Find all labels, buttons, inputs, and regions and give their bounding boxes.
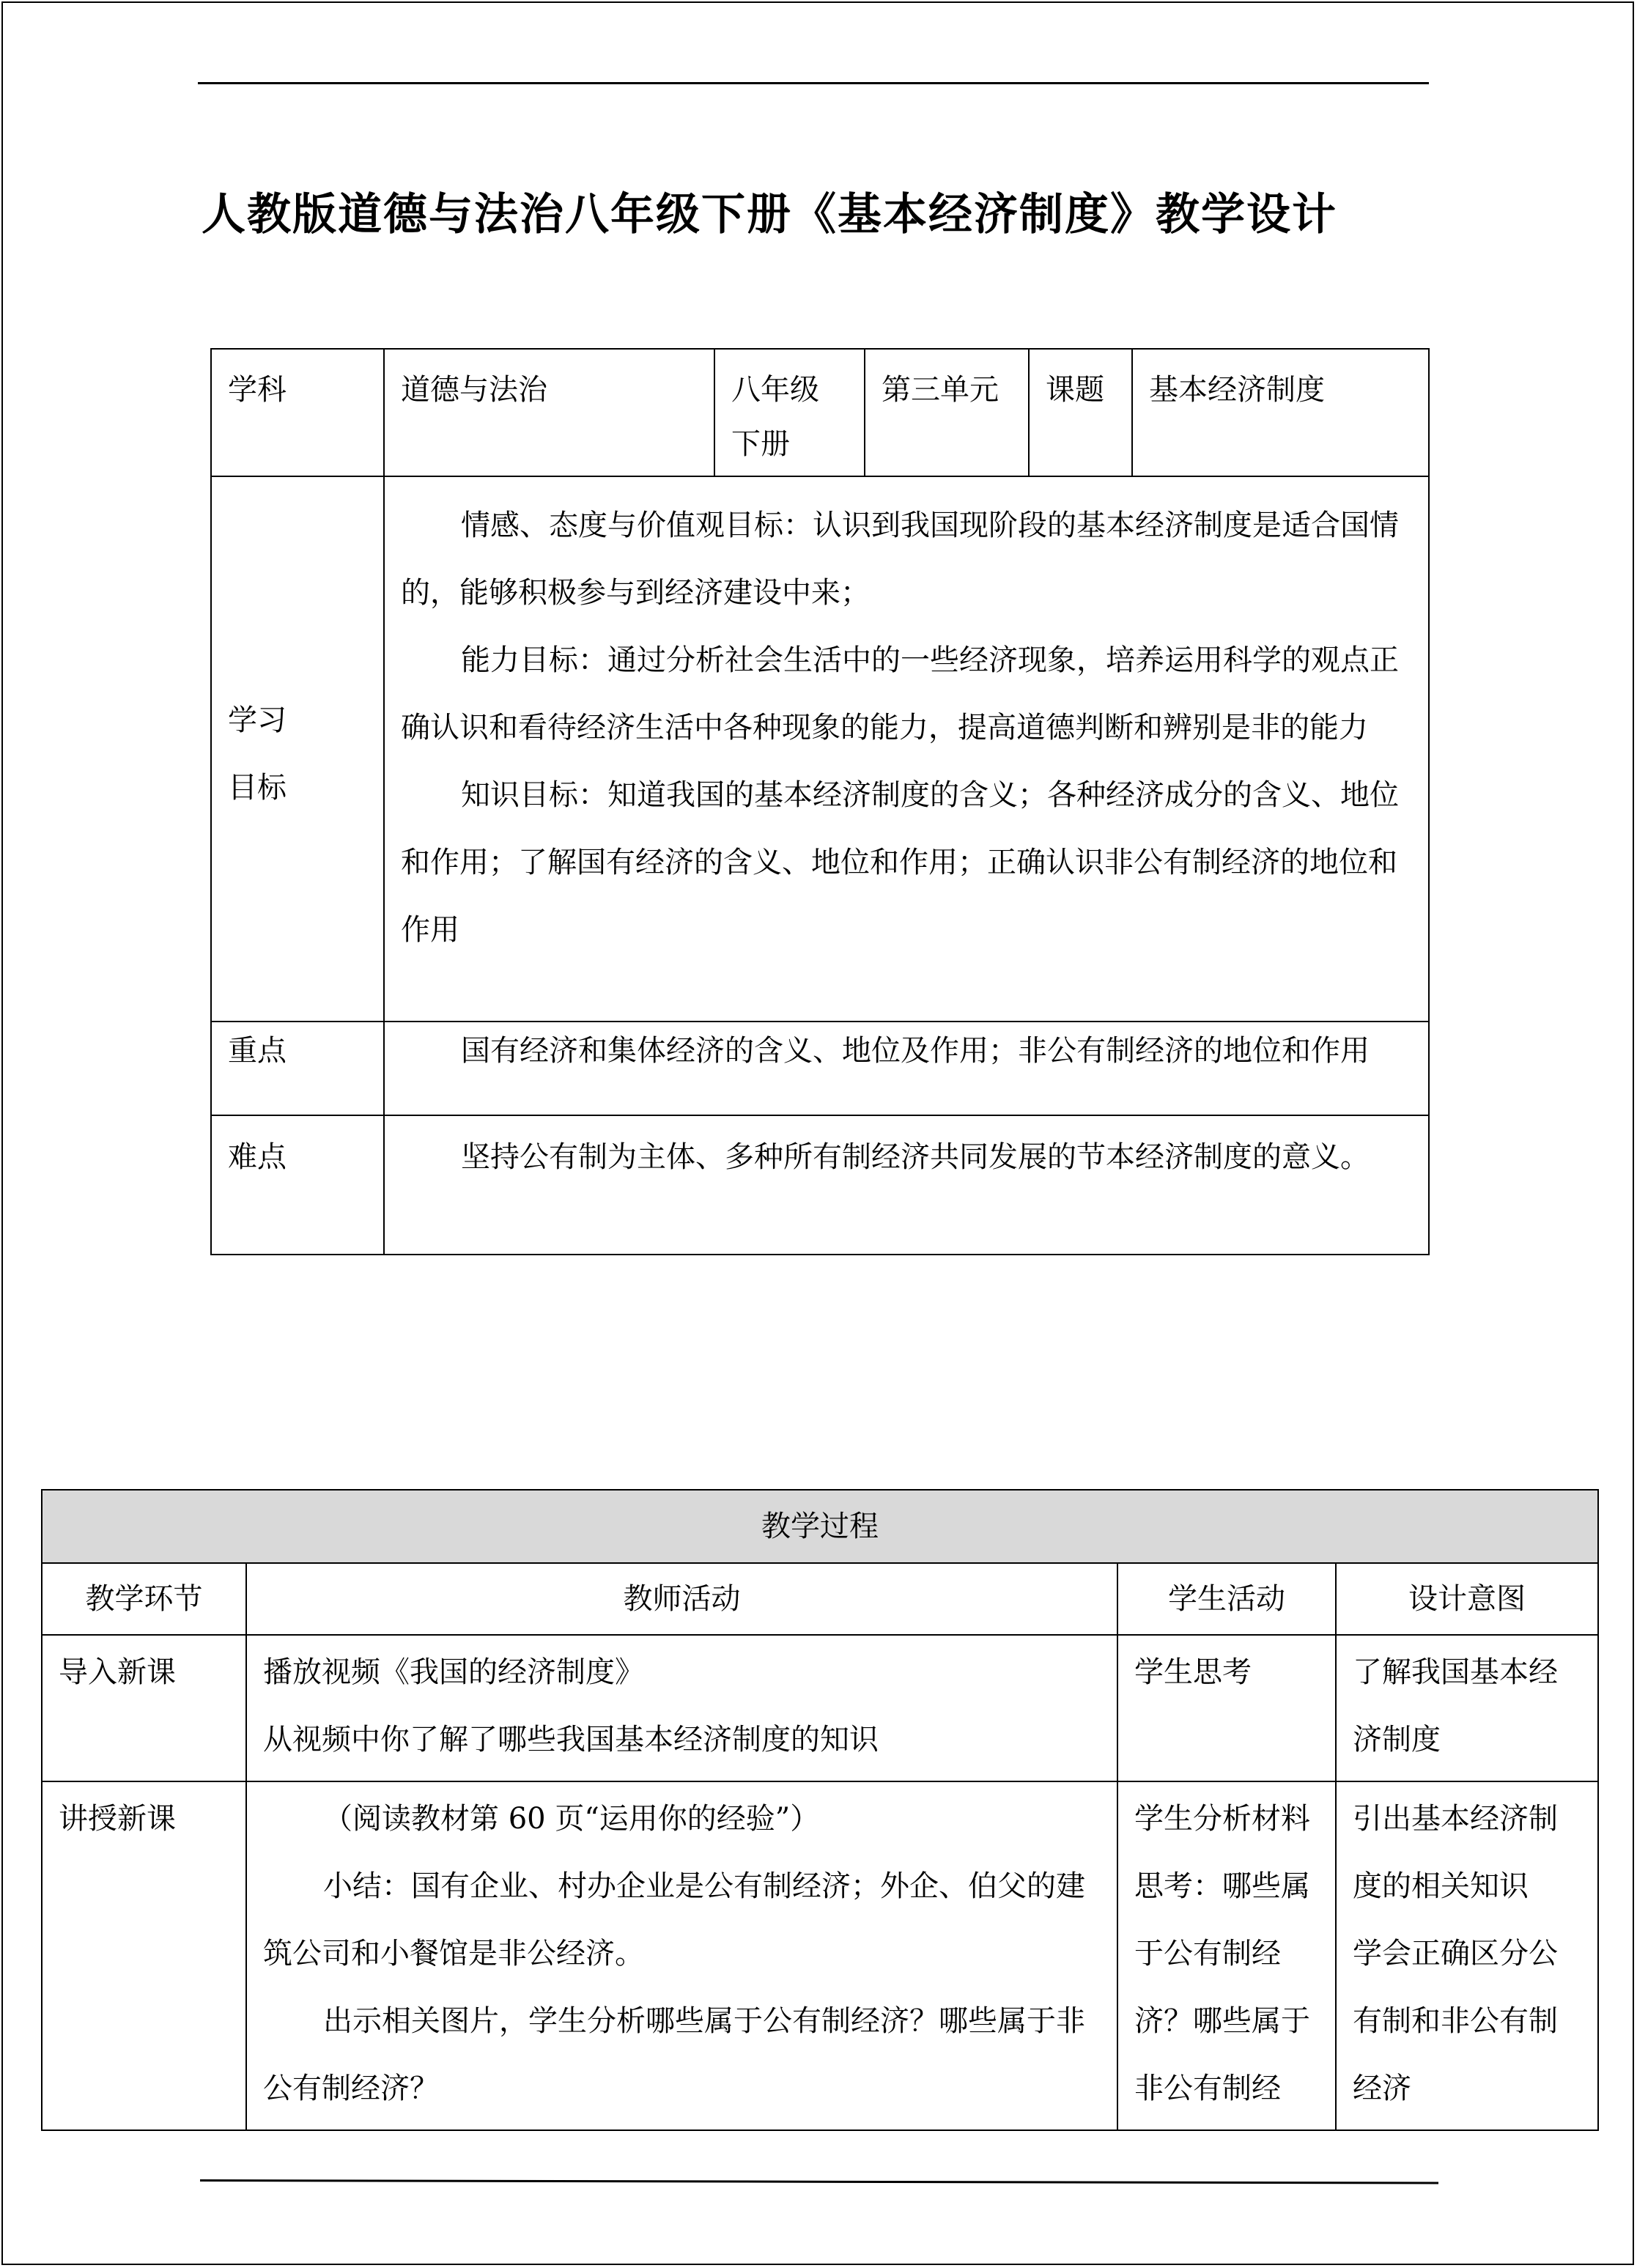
goal-knowledge: 知识目标：知道我国的基本经济制度的含义；各种经济成分的含义、地位和作用；了解国有经济的含义、地位和作用；正确认识非公有制经济的地位和作用 <box>401 778 1399 947</box>
intent-line: 学会正确区分公 <box>1353 1937 1558 1970</box>
student-line: 学生分析材料 <box>1134 1802 1310 1836</box>
intent-line: 经济 <box>1353 2072 1411 2105</box>
unit-cell: 第三单元 <box>865 349 1029 476</box>
grade-cell <box>714 349 865 476</box>
student-line: 思考：哪些属 <box>1134 1869 1310 1903</box>
intent-line: 有制和非公有制 <box>1353 2004 1558 2038</box>
goals-label-line-2: 目标 <box>228 771 287 805</box>
intent-line: 度的相关知识 <box>1353 1869 1529 1903</box>
teacher-paragraph: 小结：国有企业、村办企业是公有制经济；外企、伯父的建筑公司和小餐馆是非公经济。 <box>263 1869 1085 1970</box>
intent-cell <box>1336 1635 1598 1781</box>
focus-row <box>211 1022 1429 1115</box>
intent-cell <box>1336 1781 1598 2130</box>
lesson-info-table <box>210 348 1430 1255</box>
difficulty-content <box>384 1115 1429 1255</box>
difficulty-label: 难点 <box>211 1115 384 1255</box>
header-stage: 教学环节 <box>42 1563 246 1635</box>
info-header-row <box>211 349 1429 476</box>
student-line: 于公有制经 <box>1134 1937 1281 1970</box>
header-rule <box>198 82 1429 84</box>
document-title: 人教版道德与法治八年级下册《基本经济制度》教学设计 <box>202 189 1337 240</box>
goal-emotional: 情感、态度与价值观目标：认识到我国现阶段的基本经济制度是适合国情的，能够积极参与到经济建设中来； <box>401 509 1399 610</box>
focus-label: 重点 <box>211 1022 384 1115</box>
subject-value: 道德与法治 <box>384 349 714 476</box>
process-banner: 教学过程 <box>42 1490 1598 1563</box>
stage-cell: 讲授新课 <box>42 1781 246 2130</box>
goals-row <box>211 476 1429 1022</box>
grade-line-1: 八年级 <box>731 373 819 407</box>
header-teacher: 教师活动 <box>246 1563 1117 1635</box>
intent-line: 济制度 <box>1353 1723 1441 1757</box>
student-line: 非公有制经 <box>1134 2072 1281 2105</box>
difficulty-row <box>211 1115 1429 1255</box>
teaching-process-table <box>41 1489 1599 2131</box>
teacher-line: 从视频中你了解了哪些我国基本经济制度的知识 <box>263 1723 879 1757</box>
table-row <box>42 1635 1598 1781</box>
goals-content <box>384 476 1429 1022</box>
process-banner-row <box>42 1490 1598 1563</box>
intent-line: 了解我国基本经 <box>1353 1655 1558 1689</box>
goals-label-line-1: 学习 <box>228 703 287 737</box>
table-row <box>42 1781 1598 2130</box>
teacher-cell <box>246 1635 1117 1781</box>
topic-label: 课题 <box>1029 349 1132 476</box>
student-line: 学生思考 <box>1134 1655 1252 1689</box>
focus-text: 国有经济和集体经济的含义、地位及作用；非公有制经济的地位和作用 <box>461 1034 1370 1068</box>
intent-line: 引出基本经济制 <box>1353 1802 1558 1836</box>
goal-ability: 能力目标：通过分析社会生活中的一些经济现象，培养运用科学的观点正确认识和看待经济生活中各种现象的能力，提高道德判断和辨别是非的能力 <box>401 643 1399 745</box>
focus-content <box>384 1022 1429 1115</box>
teacher-paragraph: 出示相关图片，学生分析哪些属于公有制经济？哪些属于非公有制经济？ <box>263 2004 1085 2105</box>
teacher-line: （阅读教材第 60 页“运用你的经验”） <box>323 1802 820 1836</box>
topic-value: 基本经济制度 <box>1132 349 1429 476</box>
goals-label-cell <box>211 476 384 1022</box>
grade-line-2: 下册 <box>731 427 790 461</box>
process-header-row <box>42 1563 1598 1635</box>
header-student: 学生活动 <box>1117 1563 1336 1635</box>
stage-cell: 导入新课 <box>42 1635 246 1781</box>
student-line: 济？哪些属于 <box>1134 2004 1310 2038</box>
teacher-line: 播放视频《我国的经济制度》 <box>263 1655 644 1689</box>
header-intent: 设计意图 <box>1336 1563 1598 1635</box>
student-cell <box>1117 1781 1336 2130</box>
difficulty-text: 坚持公有制为主体、多种所有制经济共同发展的节本经济制度的意义。 <box>461 1140 1370 1174</box>
student-cell <box>1117 1635 1336 1781</box>
subject-label: 学科 <box>211 349 384 476</box>
teacher-cell <box>246 1781 1117 2130</box>
